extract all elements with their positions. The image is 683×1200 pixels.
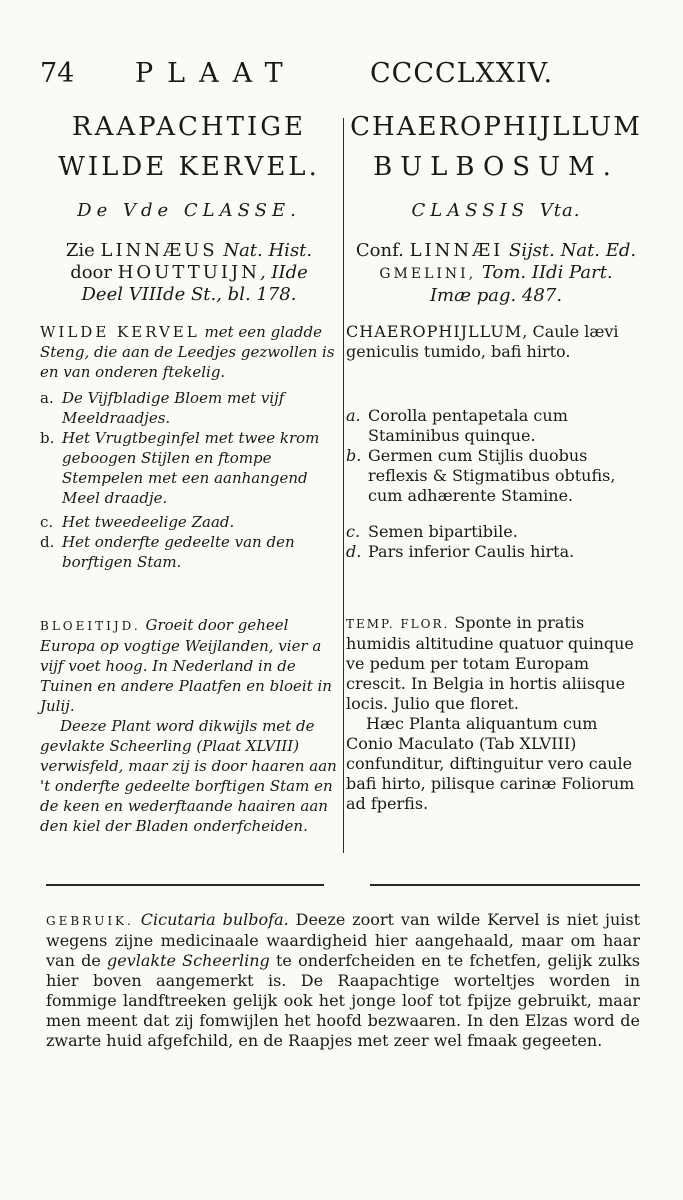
latin-item-c: c. Semen bipartibile.: [346, 522, 518, 541]
bloeitijd-text: Groeit door geheel Europa op vogtige Weijlanden, vier a vijf voet hoog. In Nederland in de Tuinen en andere Plaatfen en bloeit in Julij.: [40, 616, 332, 715]
gebruik-text2: te onderfcheiden en te fchetfen, gelijk zulks hier boven aangemerkt is. De Raapachtige worteltjes worden in fommige landftreeken gelijk ook het jonge loof tot fpijze gebruikt, maar men meent dat zij fomwijlen het hoofd bezwaaren. In den Elzas word de zwarte huid afgefchild, en de Raapjes met zeer wel fmaak gegeeten.: [46, 951, 641, 1050]
latin-temp-flor: [346, 613, 646, 814]
class-word: CLASSE.: [183, 200, 301, 221]
page-number: 74: [40, 58, 75, 89]
gebruik-label: GEBRUIK.: [46, 914, 134, 928]
dutch-item-d: d. Het onderfte gedeelte van den borftigen Stam.: [40, 533, 295, 571]
class-num: Vde: [122, 200, 174, 221]
ref-tom: Tom. IIdi Part.: [481, 262, 613, 283]
column-divider: [343, 118, 344, 853]
dutch-description: [40, 322, 338, 572]
ref-conf: Conf.: [355, 240, 404, 261]
ref-deel-ide: , IIde: [259, 262, 308, 283]
dutch-desc-main: [40, 322, 338, 382]
ref-deel-line: Deel VIIIde St., bl. 178.: [81, 284, 297, 305]
plaat-label: PLAAT: [135, 58, 297, 89]
ref-zie: Zie: [65, 240, 95, 261]
dutch-item-b: b. Het Vrugtbeginfel met twee krom geboogen Stijlen en ftompe Stempelen met een aanhangend Meel draadje.: [40, 429, 320, 507]
dutch-class: [40, 200, 338, 221]
dutch-item-a: a. De Vijfbladige Bloem met vijf Meeldraadjes.: [40, 389, 285, 427]
rule-right: [370, 884, 640, 886]
running-header: [40, 58, 645, 98]
temp-flor-text: Sponte in pratis humidis altitudine quatuor quinque ve pedum per totam Europam crescit. In Belgia in hortis aliisque locis. Julio que floret.: [346, 613, 634, 713]
ref-door: door: [70, 262, 112, 283]
ref-gmelini: GMELINI,: [379, 266, 477, 282]
latin-class: [346, 200, 646, 221]
ref-linnaeus: LINNÆUS: [100, 240, 218, 261]
bloeitijd-label: BLOEITIJD.: [40, 619, 141, 633]
dutch-desc-head: WILDE KERVEL: [40, 323, 200, 341]
ref-nat-hist: Nat. Hist.: [223, 240, 313, 261]
dutch-desc-text: met een gladde Steng, die aan de Leedjes gezwollen is en van onderen ftekelig.: [40, 323, 335, 381]
latin-item-b: b. Germen cum Stijlis duobus reflexis & Stigmatibus obtufis, cum adhærente Stamine.: [346, 446, 616, 505]
class-prefix: De: [77, 200, 113, 221]
latin-title-line2: BULBOSUM.: [373, 152, 619, 182]
bloeitijd-para2: Deeze Plant word dikwijls met de gevlakte Scheerling (Plaat XLVIII) verwisfeld, maar zij is door haaren aan 't onderfte gedeelte borftigen Stam en de keen en wederftaande haairen aan den kiel der Bladen onderfcheiden.: [40, 717, 337, 835]
temp-flor-label: TEMP. FLOR.: [346, 617, 450, 631]
gebruik-em: gevlakte Scheerling: [106, 951, 270, 970]
dutch-bloeitijd: [40, 615, 338, 836]
gebruik-name: Cicutaria bulbofa.: [140, 910, 289, 929]
gebruik-paragraph: [46, 910, 640, 1051]
rule-left: [46, 884, 324, 886]
ref-linnaei: LINNÆI: [409, 240, 504, 261]
latin-item-a: a. Corolla pentapetala cum Staminibus quinque.: [346, 406, 568, 445]
latin-desc-head: CHAEROPHIJLLUM: [346, 322, 523, 341]
gebruik-text1: Deeze zoort van wilde Kervel is niet juist wegens zijne medicinaale waardigheid hier aangehaald, maar om haar van de: [46, 910, 641, 970]
bloeitijd-para: [40, 615, 338, 716]
latin-reference: [346, 240, 646, 307]
plate-number: CCCCLXXIV.: [370, 58, 554, 89]
ref-syst: Sijst. Nat. Ed.: [509, 240, 637, 261]
dutch-item-c: c. Het tweedeelige Zaad.: [40, 513, 235, 531]
ref-houttuijn: HOUTTUIJN: [117, 262, 260, 283]
dutch-reference: [40, 240, 338, 306]
dutch-title-line1: RAAPACHTIGE: [72, 112, 306, 142]
latin-title-line1: CHAEROPHIJLLUM: [350, 112, 642, 142]
latin-class-word: CLASSIS: [411, 200, 530, 221]
dutch-title-line2: WILDE KERVEL.: [58, 152, 320, 182]
ref-imae: Imæ pag. 487.: [429, 285, 563, 306]
latin-desc-main: [346, 322, 646, 362]
latin-description: [346, 322, 646, 562]
temp-flor-para2: Hæc Planta aliquantum cum Conio Maculato (Tab XLVIII) confunditur, diftinguitur vero caule bafi hirto, pilisque carinæ Foliorum ad fperfis.: [346, 714, 635, 813]
temp-flor-para: [346, 613, 646, 714]
latin-class-num: Vta.: [539, 200, 581, 221]
latin-desc-text: , Caule lævi geniculis tumido, bafi hirto.: [346, 322, 619, 361]
latin-item-d: d. Pars inferior Caulis hirta.: [346, 542, 575, 561]
